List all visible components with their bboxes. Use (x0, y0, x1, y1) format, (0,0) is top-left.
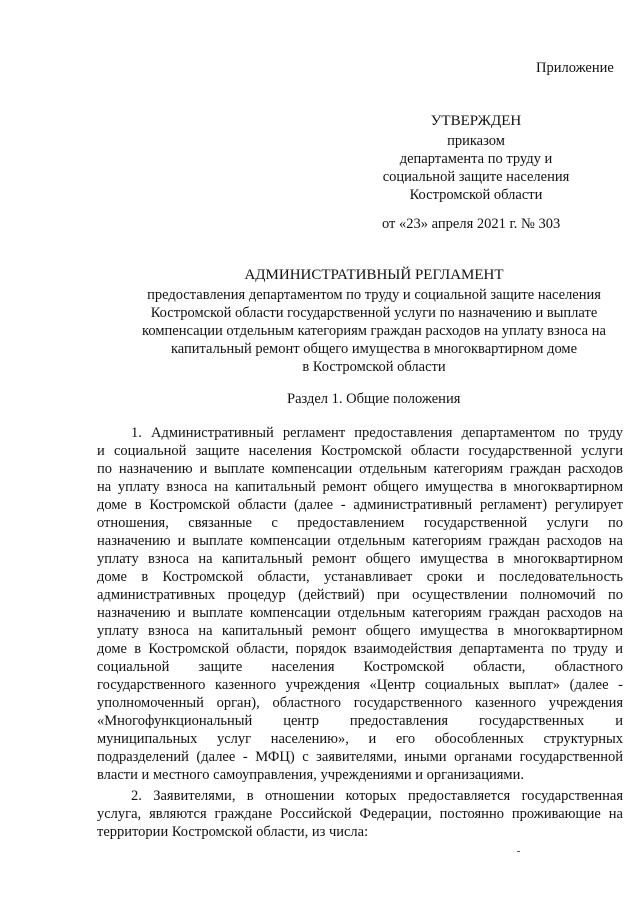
paragraph-line: по назначению и выплате компенсации отдельным категориям граждан расходов (97, 461, 623, 477)
section-heading: Раздел 1. Общие положения (287, 391, 461, 407)
subtitle-line: в Костромской области (302, 359, 446, 375)
approved-line: социальной защите населения (382, 169, 570, 185)
paragraph-line: 1. Административный регламент предоставления департаментом по труду (131, 425, 623, 441)
paragraph-line: доме в Костромской области (далее - административный регламент) регулирует (97, 497, 623, 513)
subtitle-line: Костромской области государственной услуги по назначению и выплате (150, 305, 598, 321)
subtitle-line: капитальный ремонт общего имущества в многоквартирном доме (170, 341, 578, 357)
regulation-heading: АДМИНИСТРАТИВНЫЙ РЕГЛАМЕНТ (244, 267, 504, 283)
appendix-label: Приложение (536, 60, 614, 76)
approval-block (360, 112, 592, 204)
paragraph-line: на уплату взноса на капитальный ремонт общего имущества в многоквартирном (97, 479, 623, 495)
paragraph-line: социальной защите населения Костромской области, областного (97, 659, 623, 675)
paragraph-line: и социальной защите населения Костромской области государственной услуги (97, 443, 623, 459)
paragraph-line: доме в Костромской области, устанавливает сроки и последовательность (97, 569, 623, 585)
subtitle-line: компенсации отдельным категориям граждан расходов на уплату взноса на (142, 323, 606, 339)
paragraph-line: «Многофункциональный центр предоставления государственных и (97, 713, 623, 729)
regulation-title-block (100, 266, 640, 376)
paragraph-line: уплату взноса на капитальный ремонт общего имущества в многоквартирном (97, 623, 623, 639)
paragraph-line: уполномоченный орган), областного государственного казенного учреждения (97, 695, 623, 711)
approved-line: департамента по труду и (399, 151, 553, 167)
paragraph-line: муниципальных услуг населению», и его обособленных структурных (97, 731, 623, 747)
paragraph-line: назначению и выплате компенсации отдельным категориям граждан расходов на (97, 605, 623, 621)
paragraph-line: 2. Заявителями, в отношении которых предоставляется государственная (131, 788, 623, 804)
paragraph-line: назначению и выплате компенсации отдельным категориям граждан расходов на (97, 533, 623, 549)
paragraph-line: уплату взноса на капитальный ремонт общего имущества в многоквартирном (97, 551, 623, 567)
paragraph-line: подразделений (далее - МФЦ) с заявителями, иными органами государственной (97, 749, 623, 765)
scan-speck (517, 851, 520, 852)
approved-heading: УТВЕРЖДЕН (430, 113, 522, 129)
paragraph-line: отношения, связанные с предоставлением государственной услуги по (97, 515, 623, 531)
paragraph-line: территории Костромской области, из числа: (97, 824, 369, 840)
paragraph-line: административных процедур (действий) при осуществлении полномочий по (97, 587, 623, 603)
paragraph-line: власти и местного самоуправления, учреждениями и организациями. (97, 767, 524, 783)
paragraph-line: государственного казенного учреждения «Центр социальных выплат» (далее - (97, 677, 623, 693)
paragraph-line: услуга, являются граждане Российской Федерации, постоянно проживающие на (97, 806, 623, 822)
approved-line: Костромской области (409, 187, 543, 203)
subtitle-line: предоставления департаментом по труду и социальной защите населения (147, 287, 601, 303)
approved-line: приказом (447, 133, 505, 149)
order-reference: от «23» апреля 2021 г. № 303 (382, 216, 561, 232)
paragraph-line: доме в Костромской области, порядок взаимодействия департамента по труду и (97, 641, 623, 657)
